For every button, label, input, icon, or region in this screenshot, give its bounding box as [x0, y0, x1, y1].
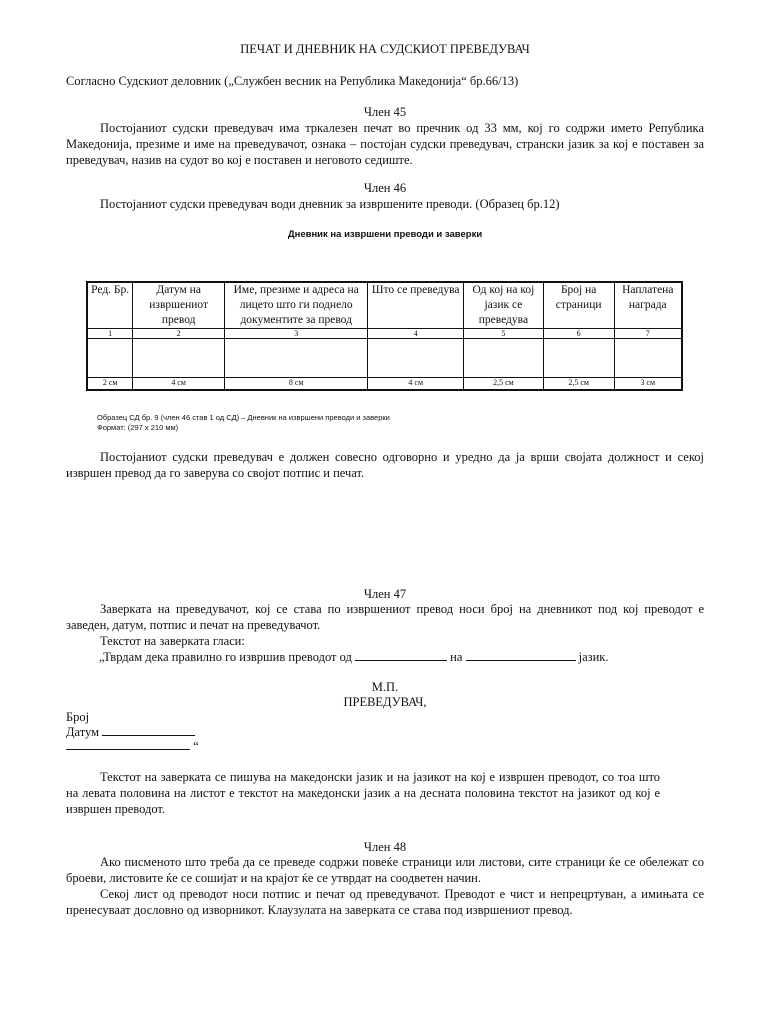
article-47-paragraph-2: Текстот на заверката гласи:	[100, 634, 245, 648]
register-empty-row	[87, 339, 682, 378]
certification-line	[99, 649, 704, 665]
column-number: 1	[87, 329, 133, 339]
translator-label: ПРЕВЕДУВАЧ,	[343, 695, 427, 709]
register-header-row	[87, 282, 682, 329]
form-note-line-1: Образец СД бр. 9 (член 46 став 1 од СД) – Дневник на извршени преводи и заверки	[97, 413, 390, 422]
seal-place-label: М.П.	[371, 680, 399, 694]
empty-cell	[225, 339, 368, 378]
certification-start: „Тврдам дека правилно го извршив преводот од	[99, 650, 352, 664]
certification-end: јазик.	[578, 650, 609, 664]
article-47-heading: Член 47	[363, 587, 407, 601]
register-width-row	[87, 378, 682, 391]
article-45-heading: Член 45	[363, 105, 407, 119]
header-cell: Име, презиме и адреса на лицето што ги поднело документите за превод	[225, 282, 368, 329]
column-width: 2 см	[87, 378, 133, 391]
article-45-text: Постојаниот судски преведувач има тркалезен печат во пречник од 33 мм, кој го содржи името Република Македонија, презиме и име на преведувачот, ознака – постојан судски преведувач, странски јазик за кој е поставен за преведувач, назив на судот во кој е поставен и неговото седиште.	[66, 121, 704, 167]
column-number: 7	[614, 329, 682, 339]
column-number: 6	[543, 329, 614, 339]
article-46-heading: Член 46	[363, 181, 407, 195]
article-48-paragraph-1: Ако писменото што треба да се преведе содржи повеќе страници или листови, сите страници ќе се обележат со броеви, листовите ќе се сошијат и на крајот ќе се утврдат на соодветен начин.	[66, 855, 704, 885]
header-cell: Датум на извршениот превод	[133, 282, 225, 329]
number-field-label: Број	[66, 710, 90, 724]
column-width: 8 см	[225, 378, 368, 391]
column-number: 4	[368, 329, 464, 339]
signature-blank	[66, 749, 190, 750]
closing-quote: “	[193, 739, 199, 753]
register-table	[86, 281, 683, 391]
empty-cell	[464, 339, 544, 378]
article-48-paragraph-2: Секој лист од преводот носи потпис и печат од преведувачот. Преводот е чист и непрецртуван, а имињата се пренесуваат дословно од изворникот. Клаузулата на заверката се става под извршениот превод.	[66, 887, 704, 917]
header-cell: Што се преведува	[368, 282, 464, 329]
target-language-blank	[466, 660, 576, 661]
column-width: 3 см	[614, 378, 682, 391]
header-cell: Наплатена награда	[614, 282, 682, 329]
form-note	[97, 413, 657, 433]
column-number: 3	[225, 329, 368, 339]
empty-cell	[133, 339, 225, 378]
article-48-heading: Член 48	[363, 840, 407, 854]
source-language-blank	[355, 660, 447, 661]
column-number: 2	[133, 329, 225, 339]
duty-paragraph: Постојаниот судски преведувач е должен совесно одговорно и уредно да ја врши својата должност и секој извршен превод да го заверува со својот потпис и печат.	[66, 450, 704, 480]
empty-cell	[543, 339, 614, 378]
column-width: 2,5 см	[543, 378, 614, 391]
article-47-paragraph-1: Заверката на преведувачот, кој се става по извршениот превод носи број на дневникот под кој преводот е заведен, датум, потпис и печат на преведувачот.	[66, 602, 704, 632]
header-cell: Ред. Бр.	[87, 282, 133, 329]
document-title: ПЕЧАТ И ДНЕВНИК НА СУДСКИОТ ПРЕВЕДУВАЧ	[240, 42, 530, 56]
date-field-label: Датум	[66, 725, 100, 739]
empty-cell	[368, 339, 464, 378]
placement-paragraph: Текстот на заверката се пишува на македонски јазик и на јазикот на кој е извршен преводот, со тоа што на левата половина на листот е текстот на македонски јазик а на десната половина текстот на јазикот од кој е извршен преводот.	[66, 770, 660, 816]
form-note-line-2: Формат: (297 x 210 мм)	[97, 423, 179, 432]
empty-cell	[87, 339, 133, 378]
header-cell: Од кој на кој јазик се преведува	[464, 282, 544, 329]
date-blank	[102, 735, 195, 736]
signature-line	[66, 738, 366, 754]
certification-mid: на	[450, 650, 463, 664]
column-number: 5	[464, 329, 544, 339]
header-cell: Број на страници	[543, 282, 614, 329]
column-width: 2,5 см	[464, 378, 544, 391]
column-width: 4 см	[133, 378, 225, 391]
article-46-text: Постојаниот судски преведувач води дневник за извршените преводи. (Образец бр.12)	[100, 197, 560, 211]
register-title: Дневник на извршени преводи и заверки	[287, 229, 483, 240]
empty-cell	[614, 339, 682, 378]
intro-text: Согласно Судскиот деловник („Службен весник на Република Македонија“ бр.66/13)	[66, 74, 519, 88]
register-number-row	[87, 329, 682, 339]
column-width: 4 см	[368, 378, 464, 391]
